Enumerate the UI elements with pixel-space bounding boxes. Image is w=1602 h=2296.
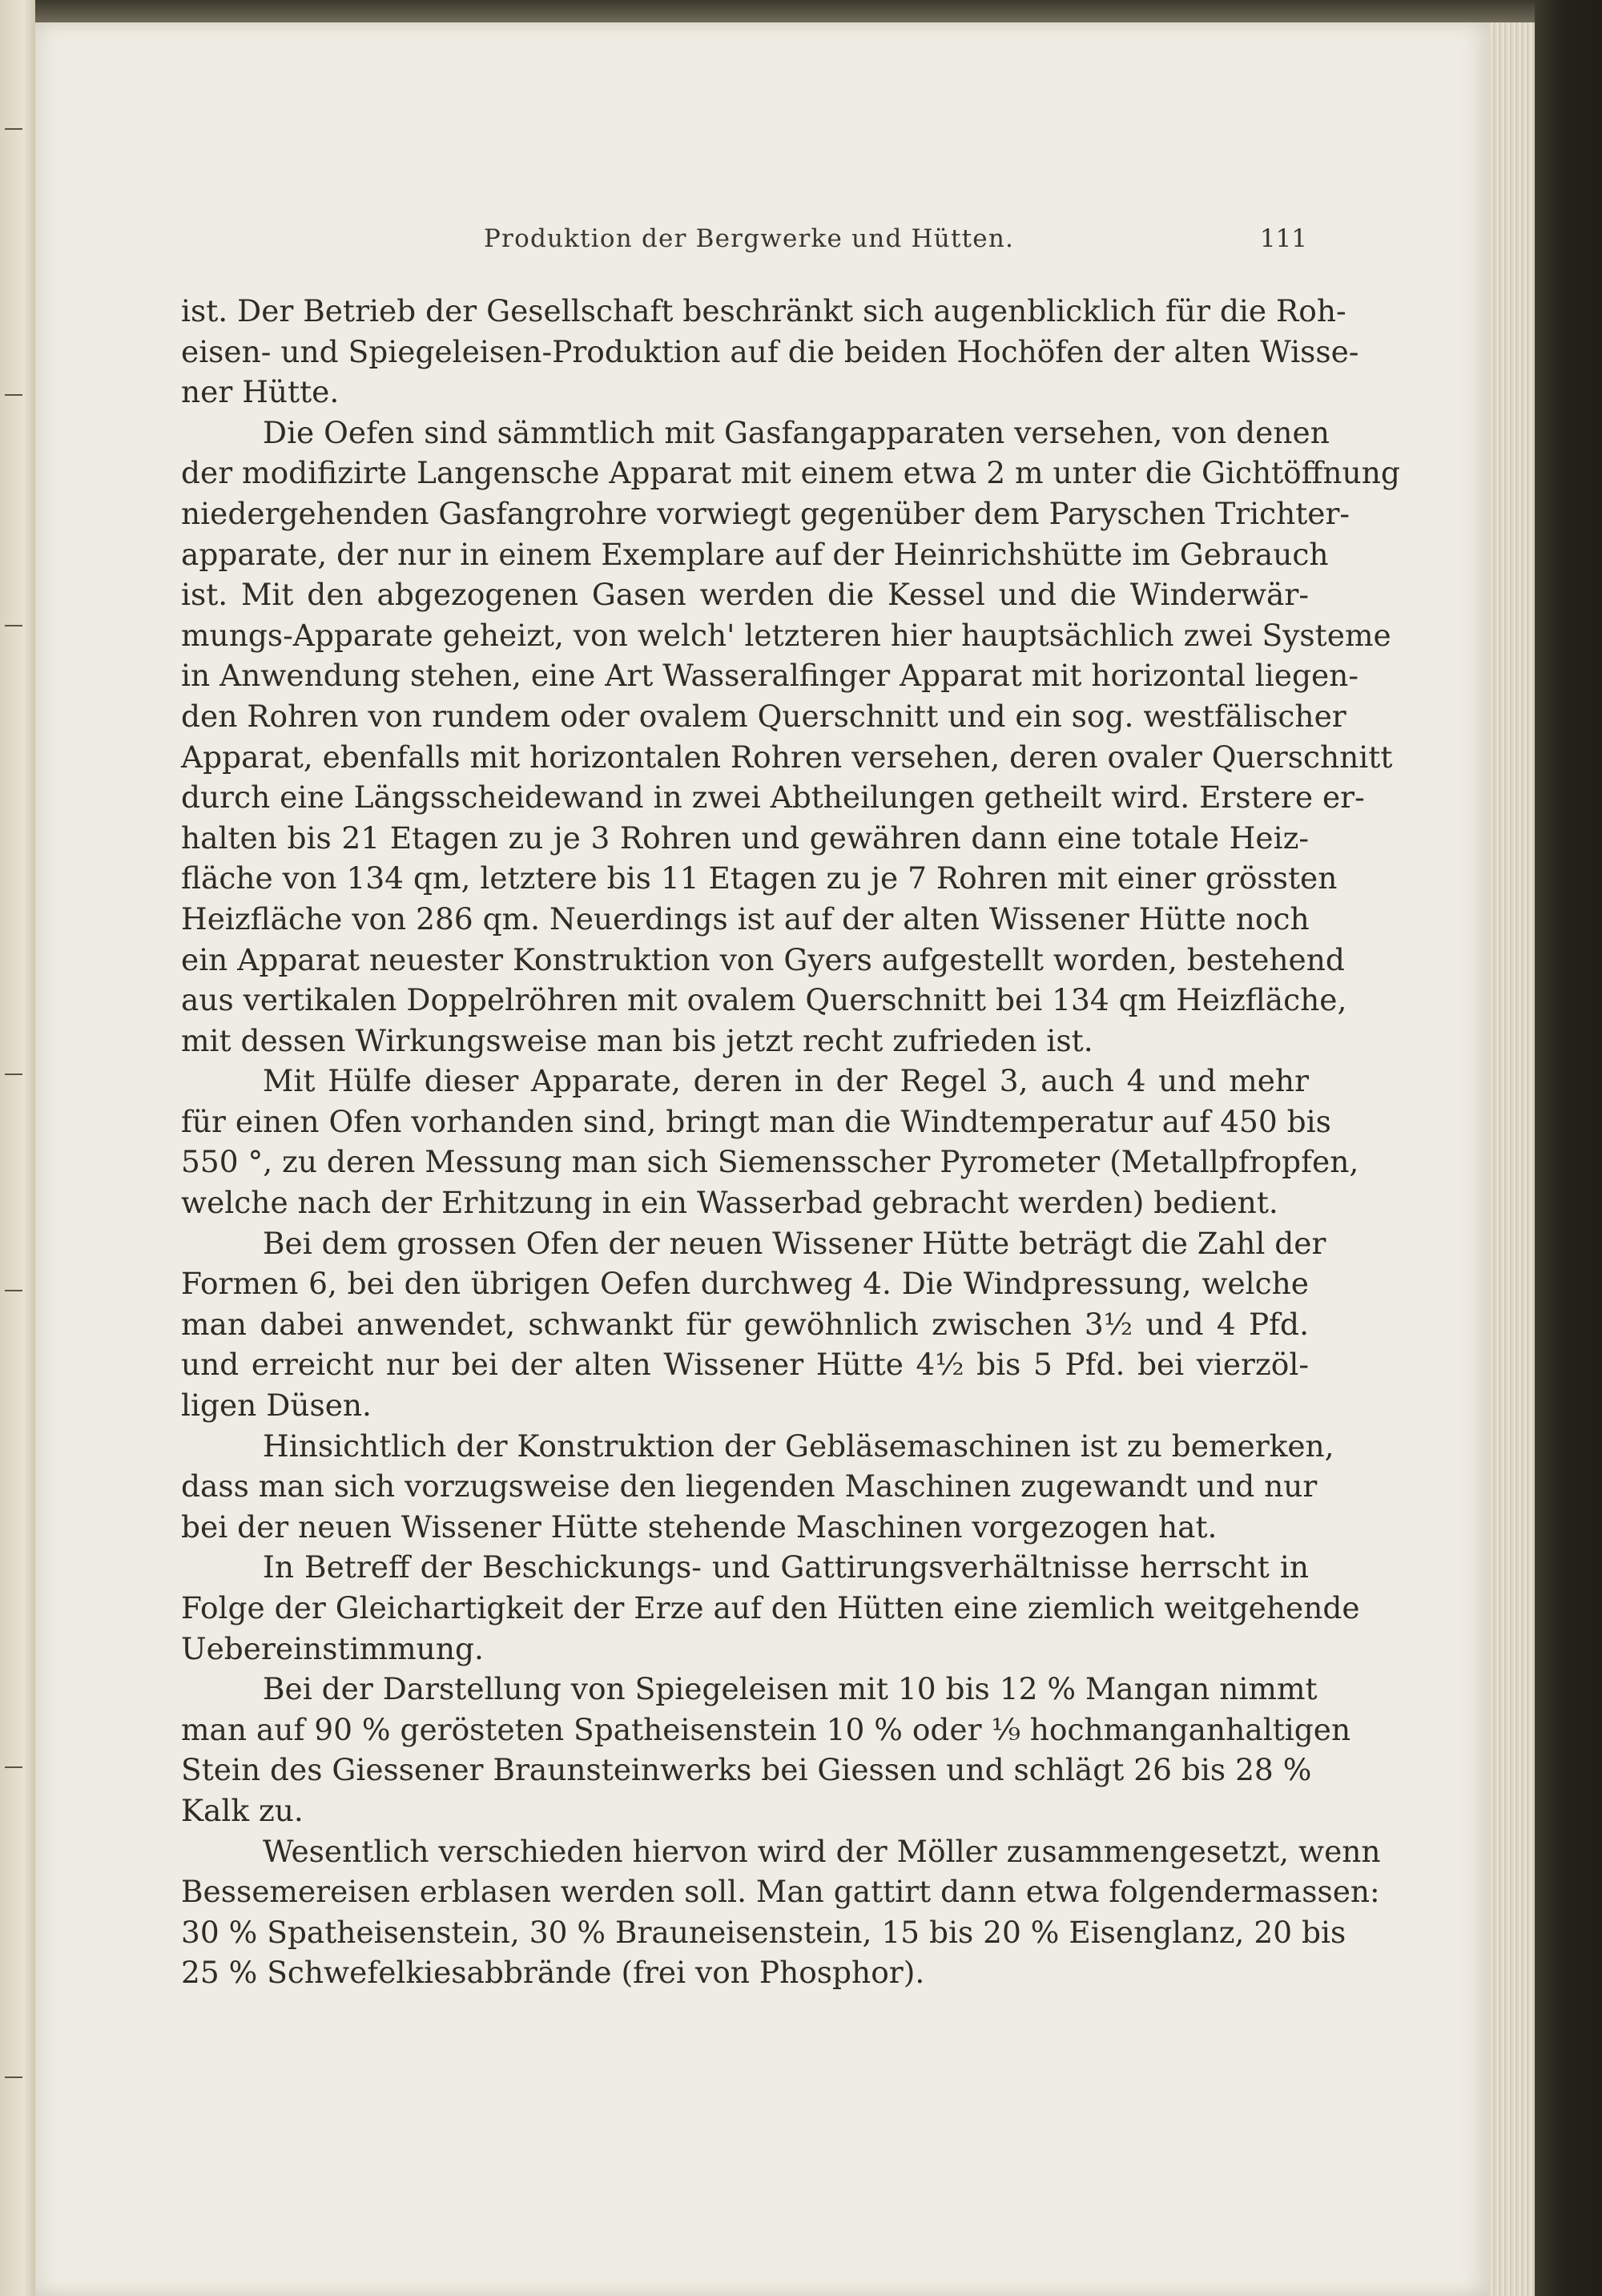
text-line: durch eine Längsscheidewand in zwei Abtheilungen getheilt wird. Erstere er- [181, 779, 1365, 816]
paragraph [181, 1061, 1359, 1223]
text-line: Die Oefen sind sämmtlich mit Gasfangapparaten versehen, von denen [263, 414, 1330, 450]
page-fore-edge [1490, 22, 1535, 2296]
text-line: Apparat, ebenfalls mit horizontalen Rohren versehen, deren ovaler Querschnitt [181, 739, 1393, 775]
text-line: Stein des Giessener Braunsteinwerks bei Giessen und schlägt 26 bis 28 % [181, 1752, 1312, 1788]
text-line: Hinsichtlich der Konstruktion der Gebläsemaschinen ist zu bemerken, [263, 1428, 1334, 1464]
text-line: welche nach der Erhitzung in ein Wasserbad gebracht werden) bedient. [181, 1185, 1278, 1221]
text-line: niedergehenden Gasfangrohre vorwiegt gegenüber dem Paryschen Trichter- [181, 495, 1350, 531]
text-line: 25 % Schwefelkiesabbrände (frei von Phosphor). [181, 1955, 925, 1991]
text-line: halten bis 21 Etagen zu je 3 Rohren und gewähren dann eine totale Heiz- [181, 820, 1309, 856]
text-line: Formen 6, bei den übrigen Oefen durchweg 4. Die Windpressung, welche [181, 1266, 1309, 1302]
text-line: 550 °, zu deren Messung man sich Siemensscher Pyrometer (Metallpfropfen, [181, 1144, 1359, 1180]
text-line: Bei dem grossen Ofen der neuen Wissener Hütte beträgt die Zahl der [263, 1225, 1326, 1261]
margin-marks [0, 0, 35, 2296]
text-line: ist. Der Betrieb der Gesellschaft beschränkt sich augenblicklich für die Roh- [181, 293, 1346, 328]
text-line: ligen Düsen. [181, 1388, 372, 1424]
text-line: in Anwendung stehen, eine Art Wasseralfinger Apparat mit horizontal liegen- [181, 658, 1359, 694]
text-line: und erreicht nur bei der alten Wissener Hütte 4½ bis 5 Pfd. bei vierzöl- [181, 1347, 1309, 1383]
text-line: ist. Mit den abgezogenen Gasen werden die Kessel und die Winderwär- [181, 577, 1309, 613]
book-cover-edge [1535, 0, 1602, 2296]
running-head: Produktion der Bergwerke und Hütten. [484, 224, 1015, 253]
text-line: man auf 90 % gerösteten Spatheisenstein 10 % oder ⅑ hochmanganhaltigen [181, 1711, 1351, 1747]
text-line: Folge der Gleichartigkeit der Erze auf den Hütten eine ziemlich weitgehende [181, 1590, 1360, 1625]
paragraph [181, 1831, 1381, 1993]
text-line: den Rohren von rundem oder ovalem Querschnitt und ein sog. westfälischer [181, 698, 1346, 734]
text-line: Bei der Darstellung von Spiegeleisen mit 10 bis 12 % Mangan nimmt [263, 1671, 1318, 1707]
paragraph [181, 413, 1400, 1061]
text-line: In Betreff der Beschickungs- und Gattirungsverhältnisse herrscht in [263, 1549, 1309, 1585]
text-line: Mit Hülfe dieser Apparate, deren in der Regel 3, auch 4 und mehr [263, 1063, 1309, 1099]
text-line: dass man sich vorzugsweise den liegenden Maschinen zugewandt und nur [181, 1468, 1318, 1504]
text-line: Bessemereisen erblasen werden soll. Man gattirt dann etwa folgendermassen: [181, 1874, 1380, 1910]
text-line: apparate, der nur in einem Exemplare auf der Heinrichshütte im Gebrauch [181, 536, 1329, 572]
text-line: fläche von 134 qm, letztere bis 11 Etagen zu je 7 Rohren mit einer grössten [181, 860, 1338, 896]
text-line: aus vertikalen Doppelröhren mit ovalem Querschnitt bei 134 qm Heizfläche, [181, 982, 1347, 1018]
text-line: bei der neuen Wissener Hütte stehende Maschinen vorgezogen hat. [181, 1509, 1218, 1545]
text-line: Kalk zu. [181, 1792, 304, 1828]
paragraph [181, 291, 1359, 413]
text-line: mungs-Apparate geheizt, von welch' letzteren hier hauptsächlich zwei Systeme [181, 617, 1391, 653]
text-line: man dabei anwendet, schwankt für gewöhnlich zwischen 3½ und 4 Pfd. [181, 1306, 1309, 1342]
text-line: Uebereinstimmung. [181, 1630, 484, 1666]
paragraph [181, 1669, 1351, 1831]
text-line: Wesentlich verschieden hiervon wird der Möller zusammengesetzt, wenn [263, 1833, 1381, 1869]
body-text [181, 291, 1400, 1993]
page-number: 111 [1259, 224, 1307, 253]
paragraph [181, 1547, 1360, 1669]
page-header [186, 224, 1307, 264]
text-line: Heizfläche von 286 qm. Neuerdings ist auf der alten Wissener Hütte noch [181, 900, 1310, 937]
paragraph [181, 1223, 1326, 1426]
text-line: mit dessen Wirkungsweise man bis jetzt recht zufrieden ist. [181, 1022, 1093, 1058]
text-line: ner Hütte. [181, 374, 340, 410]
text-line: 30 % Spatheisenstein, 30 % Brauneisenstein, 15 bis 20 % Eisenglanz, 20 bis [181, 1914, 1346, 1950]
text-line: ein Apparat neuester Konstruktion von Gyers aufgestellt worden, bestehend [181, 941, 1345, 977]
text-line: der modifizirte Langensche Apparat mit einem etwa 2 m unter die Gichtöffnung [181, 455, 1400, 491]
text-line: eisen- und Spiegeleisen-Produktion auf die beiden Hochöfen der alten Wisse- [181, 333, 1359, 369]
scan-top-edge [0, 0, 1535, 22]
paragraph [181, 1426, 1334, 1548]
text-line: für einen Ofen vorhanden sind, bringt man die Windtemperatur auf 450 bis [181, 1103, 1331, 1139]
